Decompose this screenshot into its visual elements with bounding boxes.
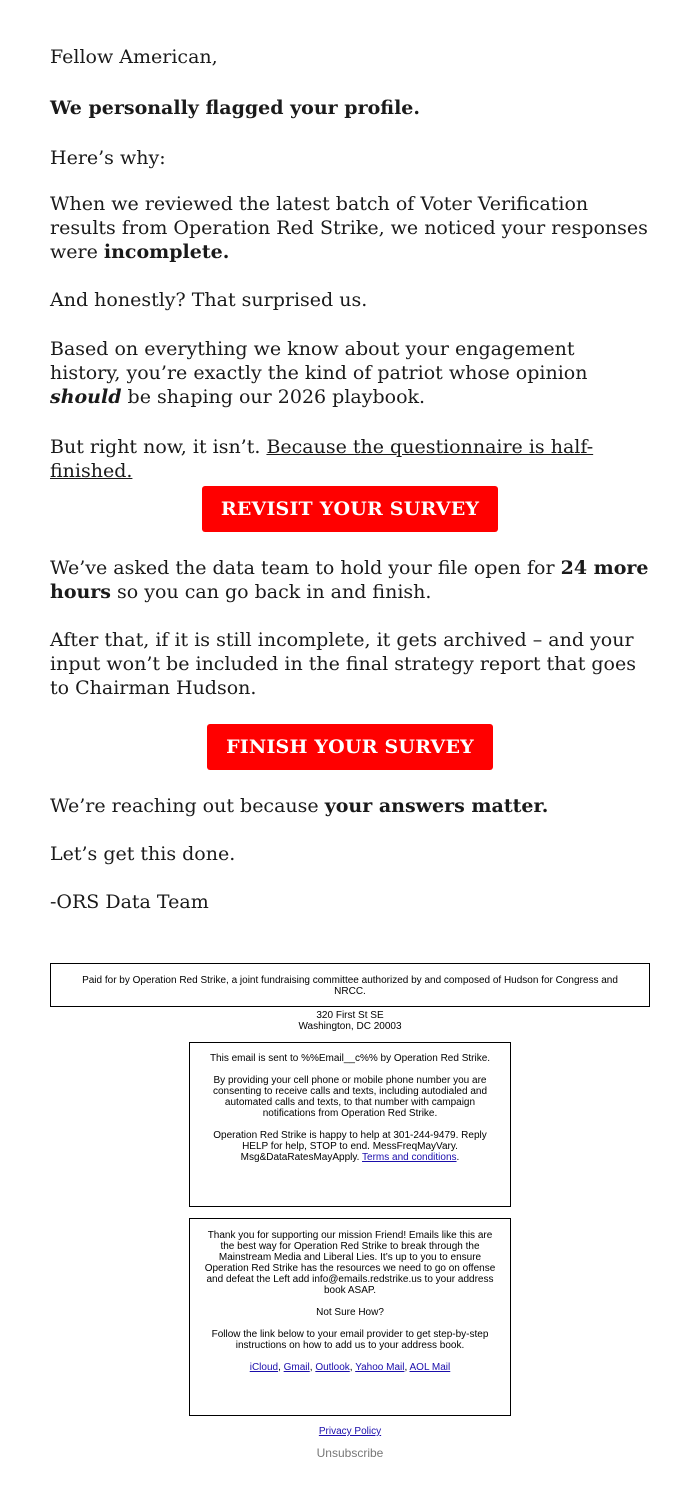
consent-text: By providing your cell phone or mobile phone number you are consenting to receive calls and texts, including autodialed and automated calls and texts, to that number with campaign notifications from Operation Red Strike. — [212, 1075, 488, 1119]
follow-text: Follow the link below to your email provider to get step-by-step instructions on how to add us to your address book. — [211, 1329, 489, 1351]
paragraph-get-done: Let’s get this done. — [50, 843, 236, 865]
outlook-link[interactable]: Outlook — [315, 1362, 350, 1373]
paragraph-review — [50, 192, 650, 264]
paragraph-answers-matter-text: We’re reaching out because — [50, 795, 325, 817]
help-text-body: Operation Red Strike is happy to help at 301-244-9479. Reply HELP for help, STOP to end. MessFreqMayVary. Msg&DataRatesMayApply. — [213, 1130, 487, 1163]
paid-for-text: Paid for by Operation Red Strike, a joint fundraising committee authorized by and composed of Hudson for Congress and NRCC. — [82, 975, 618, 997]
greeting: Fellow American, — [50, 46, 218, 68]
paragraph-hold-file — [50, 556, 650, 604]
compliance-box — [189, 1042, 511, 1207]
provider-links: iCloud, Gmail, Outlook, Yahoo Mail, AOL Mail — [249, 1362, 451, 1373]
answers-matter-bold: your answers matter. — [324, 795, 549, 817]
not-sure-text: Not Sure How? — [316, 1307, 384, 1318]
paragraph-answers-matter — [50, 794, 650, 818]
mailing-address — [50, 1010, 650, 1032]
signature: -ORS Data Team — [50, 891, 209, 913]
paragraph-patriot-text2: be shaping our 2026 playbook. — [121, 386, 426, 408]
paragraph-review-text: When we reviewed the latest batch of Voter Verification results from Operation Red Strike, we noticed your responses were — [50, 193, 648, 263]
headline-text: We personally flagged your profile. — [50, 97, 420, 119]
terms-end: . — [456, 1152, 460, 1163]
paid-for-box — [50, 963, 650, 1007]
questionnaire-link[interactable]: Because the questionnaire is half-finished. — [50, 436, 594, 482]
icloud-link[interactable]: iCloud — [249, 1362, 279, 1373]
headline — [50, 96, 650, 120]
unsubscribe-link[interactable]: Unsubscribe — [316, 1446, 384, 1460]
yahoo-mail-link[interactable]: Yahoo Mail — [355, 1362, 405, 1373]
hours-bold: 24 more hours — [50, 557, 649, 603]
paragraph-hold-file-text1: We’ve asked the data team to hold your file open for — [50, 557, 561, 579]
address-line1: 320 First St SE — [316, 1010, 384, 1021]
terms-link[interactable]: Terms and conditions — [362, 1152, 457, 1163]
aol-mail-link[interactable]: AOL Mail — [409, 1362, 451, 1373]
paragraph-patriot — [50, 337, 650, 409]
paragraph-half-finished — [50, 435, 650, 483]
paragraph-hold-file-text2: so you can go back in and finish. — [111, 581, 432, 603]
sent-to-text: This email is sent to %%Email__c%% by Operation Red Strike. — [209, 1053, 491, 1064]
should-emphasis: should — [50, 386, 122, 408]
address-line2: Washington, DC 20003 — [298, 1021, 402, 1032]
incomplete-bold: incomplete. — [103, 241, 230, 263]
paragraph-patriot-text1: Based on everything we know about your engagement history, you’re exactly the kind of patriot whose opinion — [50, 338, 588, 384]
thanks-text: Thank you for supporting our mission Friend! Emails like this are the best way for Operation Red Strike to break through the Mainstream Media and Liberal Lies. It’s up to you to ensure Operation Red Strike has the resources we need to go on offense and defeat the Left add info@emails.redstrike.us to your address book ASAP. — [204, 1230, 496, 1296]
revisit-survey-button[interactable]: REVISIT YOUR SURVEY — [202, 486, 498, 532]
address-book-box — [189, 1218, 511, 1416]
privacy-policy-link[interactable]: Privacy Policy — [318, 1426, 382, 1437]
gmail-link[interactable]: Gmail — [283, 1362, 310, 1373]
finish-survey-button[interactable]: FINISH YOUR SURVEY — [207, 724, 493, 770]
help-text — [204, 1130, 496, 1163]
heres-why: Here’s why: — [50, 147, 166, 169]
paragraph-archived: After that, if it is still incomplete, it gets archived – and your input won’t be included in the final strategy report that goes to Chairman Hudson. — [50, 629, 636, 699]
paragraph-half-finished-text: But right now, it isn’t. — [50, 436, 267, 458]
privacy-policy-wrap — [50, 1426, 650, 1437]
paragraph-surprised: And honestly? That surprised us. — [50, 289, 368, 311]
